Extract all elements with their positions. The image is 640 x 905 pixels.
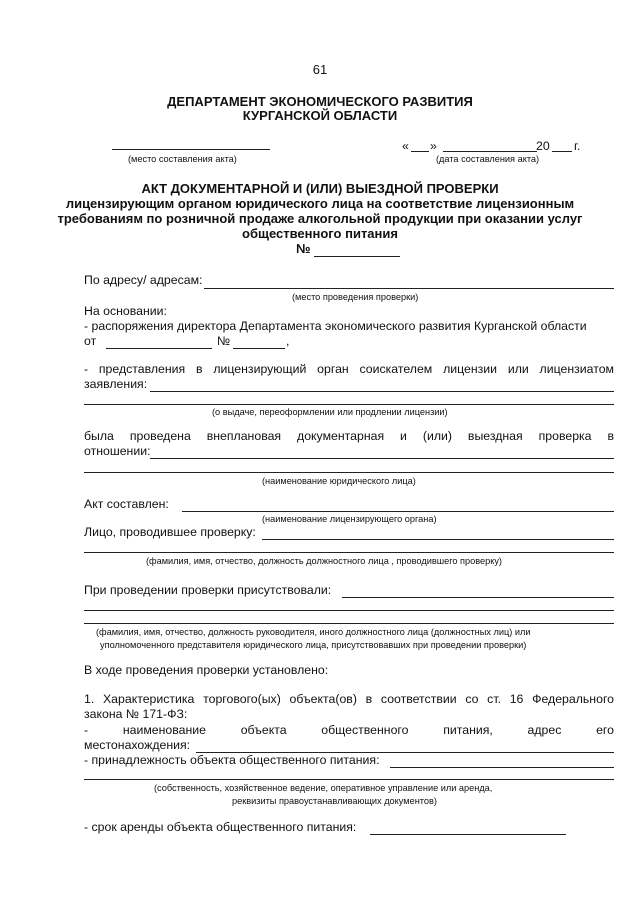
statement-caption: (о выдаче, переоформлении или продлении лицензии): [212, 407, 448, 417]
statement-line2[interactable]: [84, 404, 614, 405]
object-name-item: - наименование объекта общественного питания, адрес его: [84, 723, 614, 737]
basis-order: - распоряжения директора Департамента экономического развития Курганской области: [84, 319, 587, 333]
place-caption: (место составления акта): [128, 154, 237, 164]
legal-entity-caption: (наименование юридического лица): [262, 476, 416, 486]
inspector-caption: (фамилия, имя, отчество, должность должностного лица , проводившего проверку): [146, 556, 502, 566]
statement-line1[interactable]: [150, 391, 614, 392]
address-caption: (место проведения проверки): [292, 292, 419, 302]
date-year-prefix: 20: [536, 139, 550, 153]
object-ownership-label: - принадлежность объекта общественного питания:: [84, 753, 380, 767]
statement-label: заявления:: [84, 377, 148, 391]
present-line3[interactable]: [84, 623, 614, 624]
licensing-body-caption: (наименование лицензирующего органа): [262, 514, 437, 524]
date-day-line[interactable]: [411, 151, 429, 152]
basis-label: На основании:: [84, 304, 167, 318]
order-from-label: от: [84, 334, 97, 348]
licensing-body-line[interactable]: [182, 511, 614, 512]
department-name-line2: КУРГАНСКОЙ ОБЛАСТИ: [242, 108, 398, 123]
ownership-caption-line1: (собственность, хозяйственное ведение, оперативное управление или аренда,: [154, 783, 493, 793]
object-ownership-line1[interactable]: [390, 767, 614, 768]
established-label: В ходе проведения проверки установлено:: [84, 663, 329, 677]
inspector-label: Лицо, проводившее проверку:: [84, 525, 256, 539]
date-close-quote: »: [430, 139, 437, 153]
date-open-quote: «: [402, 139, 409, 153]
ownership-caption-line2: реквизиты правоустанавливающих документов): [232, 796, 437, 806]
date-year-line[interactable]: [552, 151, 572, 152]
inspector-line2[interactable]: [84, 552, 614, 553]
legal-entity-line1[interactable]: [150, 458, 614, 459]
lease-term-line[interactable]: [370, 834, 566, 835]
present-caption-line1: (фамилия, имя, отчество, должность руководителя, иного должностного лица (должностных лиц) или: [96, 627, 531, 637]
lease-term-label: - срок аренды объекта общественного питания:: [84, 820, 357, 834]
page-number: 61: [312, 62, 328, 77]
basis-representation: - представления в лицензирующий орган соискателем лицензии или лицензиатом: [84, 362, 614, 376]
order-date-line[interactable]: [106, 348, 212, 349]
compiled-label: Акт составлен:: [84, 497, 169, 511]
present-line1[interactable]: [342, 597, 614, 598]
present-line2[interactable]: [84, 610, 614, 611]
section1-heading-line1: 1. Характеристика торгового(ых) объекта(ов) в соответствии со ст. 16 Федерального: [84, 692, 614, 706]
act-title: АКТ ДОКУМЕНТАРНОЙ И (ИЛИ) ВЫЕЗДНОЙ ПРОВЕРКИ: [141, 181, 499, 196]
date-year-suffix: г.: [574, 139, 581, 153]
act-subtitle-line3: общественного питания: [242, 226, 398, 241]
address-line[interactable]: [204, 288, 614, 289]
order-comma: ,: [286, 334, 290, 348]
act-number-line[interactable]: [314, 256, 400, 257]
act-subtitle-line1: лицензирующим органом юридического лица на соответствие лицензионным: [65, 196, 575, 211]
address-label: По адресу/ адресам:: [84, 273, 203, 287]
date-month-line[interactable]: [443, 151, 537, 152]
legal-entity-line2[interactable]: [84, 472, 614, 473]
present-caption-line2: уполномоченного представителя юридического лица, присутствовавших при проведении проверки): [100, 640, 527, 650]
inspection-regarding-label: отношении:: [84, 444, 151, 458]
date-caption: (дата составления акта): [436, 154, 540, 164]
object-ownership-line2[interactable]: [84, 779, 614, 780]
present-label: При проведении проверки присутствовали:: [84, 583, 332, 597]
act-number-label: №: [296, 241, 311, 256]
inspector-line1[interactable]: [262, 539, 614, 540]
section1-heading-line2: закона № 171-ФЗ:: [84, 707, 188, 721]
department-name-line1: ДЕПАРТАМЕНТ ЭКОНОМИЧЕСКОГО РАЗВИТИЯ: [167, 94, 473, 109]
inspection-text: была проведена внеплановая документарная и (или) выездная проверка в: [84, 429, 614, 443]
object-location-label: местонахождения:: [84, 738, 191, 752]
order-number-line[interactable]: [233, 348, 285, 349]
place-line[interactable]: [112, 149, 270, 150]
order-number-label: №: [217, 334, 231, 348]
act-subtitle-line2: требованиям по розничной продаже алкогольной продукции при оказании услуг: [57, 211, 583, 226]
